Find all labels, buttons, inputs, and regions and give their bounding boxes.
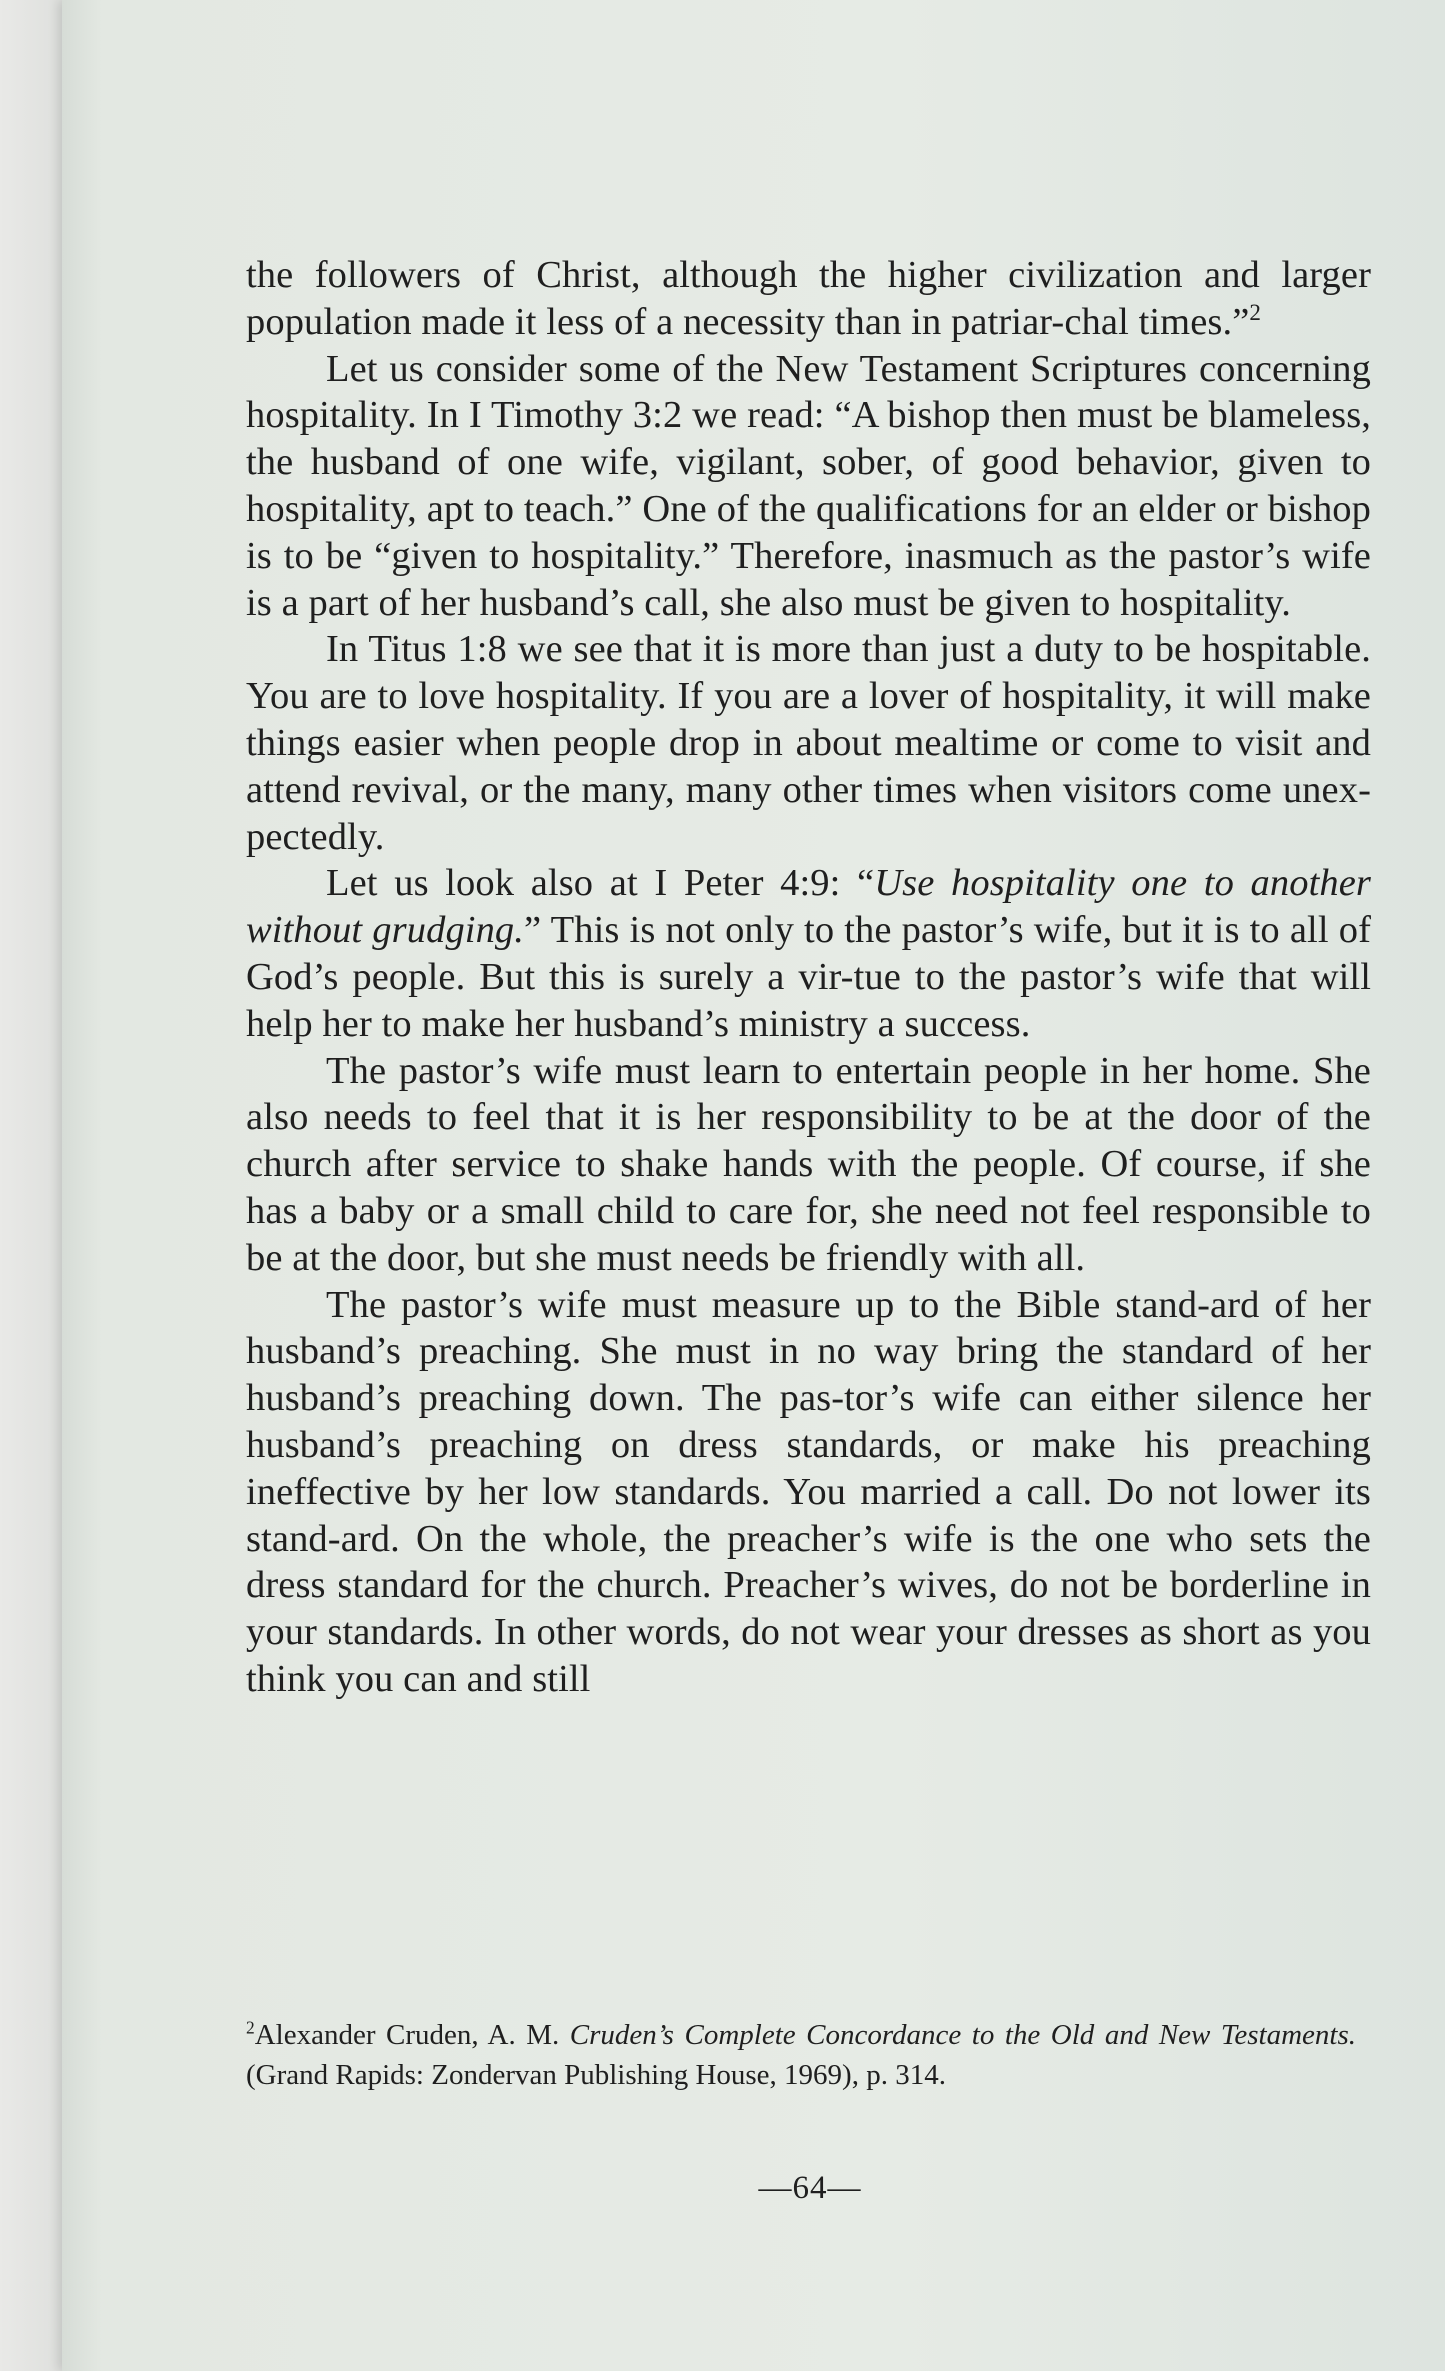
footnote-title: Cruden’s Complete Concordance to the Old and New Testaments. <box>569 2019 1356 2051</box>
paragraph-4-lead: Let us look also at I Peter 4:9: “ <box>326 862 875 905</box>
footnote-publication: (Grand Rapids: Zondervan Publishing House, 1969), p. 314. <box>246 2059 946 2091</box>
footnote-author: Alexander Cruden, A. M. <box>254 2019 570 2051</box>
paragraph-1-text: the followers of Christ, although the higher civilization and larger population made it less of a necessity than in patriar-chal times.” <box>246 254 1371 343</box>
body-text <box>246 252 1371 1703</box>
paragraph-5: The pastor’s wife must learn to entertain people in her home. She also needs to feel that it is her responsibility to be at the door of the church after service to shake hands with the people. Of course, if she has a baby or a small child to care for, she need not feel responsible to be at the door, but she must needs be friendly with all. <box>246 1049 1371 1279</box>
paragraph-3: In Titus 1:8 we see that it is more than just a duty to be hospitable. You are to love hospitality. If you are a lover of hospitality, it will make things easier when people drop in about mealtime or come to visit and attend revival, or the many, many other times when visitors come unex-pectedly. <box>246 628 1371 858</box>
footnote-number: 2 <box>246 2017 255 2038</box>
scripture-quote: Use hospitality one to another without grudging. <box>246 862 1372 952</box>
page-number: —64— <box>758 2170 862 2206</box>
footnote-reference: 2 <box>1249 298 1262 325</box>
paragraph-4 <box>246 860 1371 1047</box>
paragraph-6: The pastor’s wife must measure up to the Bible stand-ard of her husband’s preaching. She must in no way bring the standard of her husband’s preaching down. The pas-tor’s wife can either silence her husband’s preaching on dress standards, or make his preaching ineffective by her low standards. You married a call. Do not lower its stand-ard. On the whole, the preacher’s wife is the one who sets the dress standard for the church. Preacher’s wives, do not be borderline in your standards. In other words, do not wear your dresses as short as you think you can and still <box>246 1283 1371 1700</box>
paragraph-1 <box>246 252 1371 346</box>
footnote <box>246 2015 1356 2095</box>
paragraph-2: Let us consider some of the New Testament Scriptures concerning hospitality. In I Timothy 3:2 we read: “A bishop then must be blameless, the husband of one wife, vigilant, sober, of good behavior, given to hospitality, apt to teach.” One of the qualifications for an elder or bishop is to be “given to hospitality.” Therefore, inasmuch as the pastor’s wife is a part of her husband’s call, she also must be given to hospitality. <box>246 347 1371 624</box>
paragraph-4-rest: ” This is not only to the pastor’s wife, but it is to all of God’s people. But this is surely a vir-tue to the pastor’s wife that will help her to make her husband’s ministry a success. <box>246 909 1371 1045</box>
